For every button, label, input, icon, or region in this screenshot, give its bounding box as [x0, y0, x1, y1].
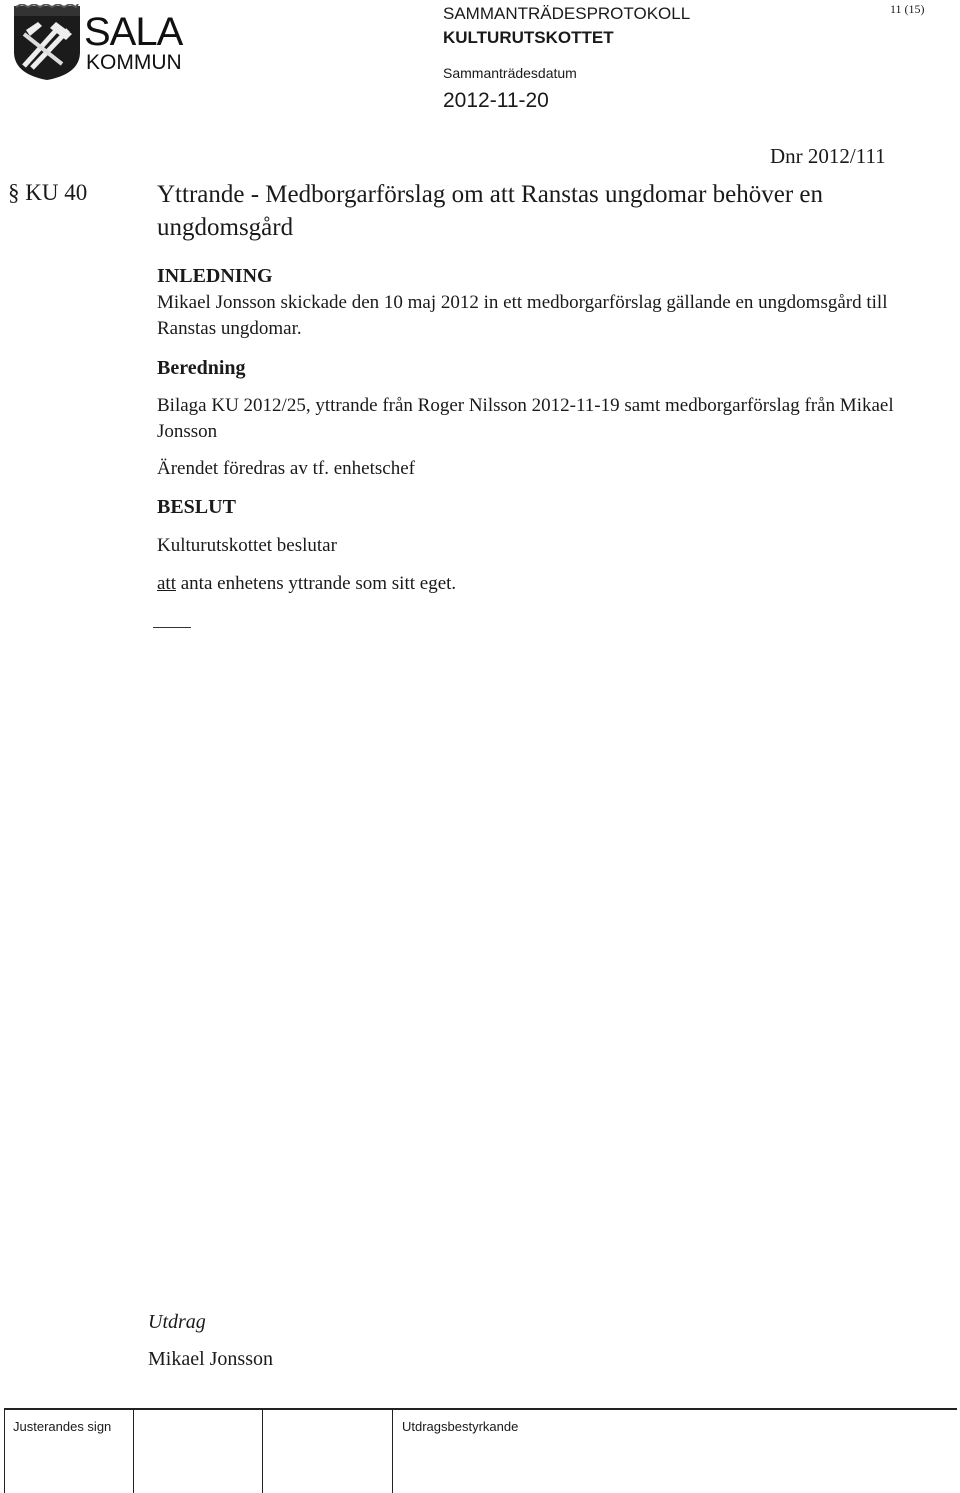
decision-text: anta enhetens yttrande som sitt eget.	[176, 573, 457, 594]
beredning-heading: Beredning	[157, 357, 246, 379]
inledning-heading: INLEDNING	[157, 265, 273, 287]
signature-strip	[4, 1408, 957, 1493]
beslut-heading: BESLUT	[157, 496, 236, 518]
utdrag-label: Utdrag	[148, 1311, 206, 1333]
justerandes-cell	[5, 1410, 134, 1493]
end-dash	[153, 627, 191, 628]
justerandes-label: Justerandes sign	[13, 1419, 112, 1434]
att-word: att	[157, 573, 176, 594]
inledning-text: Mikael Jonsson skickade den 10 maj 2012 in ett medborgarförslag gällande en ungdomsgård till Ranstas ungdomar.	[157, 292, 888, 339]
meeting-date: 2012-11-20	[443, 89, 549, 112]
diary-number: Dnr 2012/111	[770, 144, 886, 168]
document-type: SAMMANTRÄDESPROTOKOLL	[443, 4, 691, 23]
section-number: § KU 40	[8, 180, 88, 205]
sign-cell-3	[262, 1410, 393, 1493]
logo-kommun-text: KOMMUN	[86, 51, 182, 74]
utdragsbestyrkande-cell	[392, 1410, 956, 1493]
beredning-presenter: Ärendet föredras av tf. enhetschef	[157, 458, 415, 479]
beredning-text: Bilaga KU 2012/25, yttrande från Roger Nilsson 2012-11-19 samt medborgarförslag från Mikael Jonsson	[157, 395, 894, 442]
municipality-logo	[8, 4, 188, 84]
sign-cell-2	[133, 1410, 263, 1493]
meeting-date-label: Sammanträdesdatum	[443, 65, 577, 81]
beslut-decision	[157, 571, 917, 597]
utdragsbestyrkande-label: Utdragsbestyrkande	[402, 1419, 519, 1434]
page-number: 11 (15)	[890, 2, 925, 16]
committee-name: KULTURUTSKOTTET	[443, 28, 614, 47]
coat-of-arms-icon	[12, 4, 82, 80]
section-title: Yttrande - Medborgarförslag om att Ranstas ungdomar behöver en ungdomsgård	[157, 181, 824, 241]
utdrag-recipient: Mikael Jonsson	[148, 1348, 273, 1370]
beslut-intro: Kulturutskottet beslutar	[157, 535, 337, 556]
logo-sala-text: SALA	[84, 10, 183, 54]
